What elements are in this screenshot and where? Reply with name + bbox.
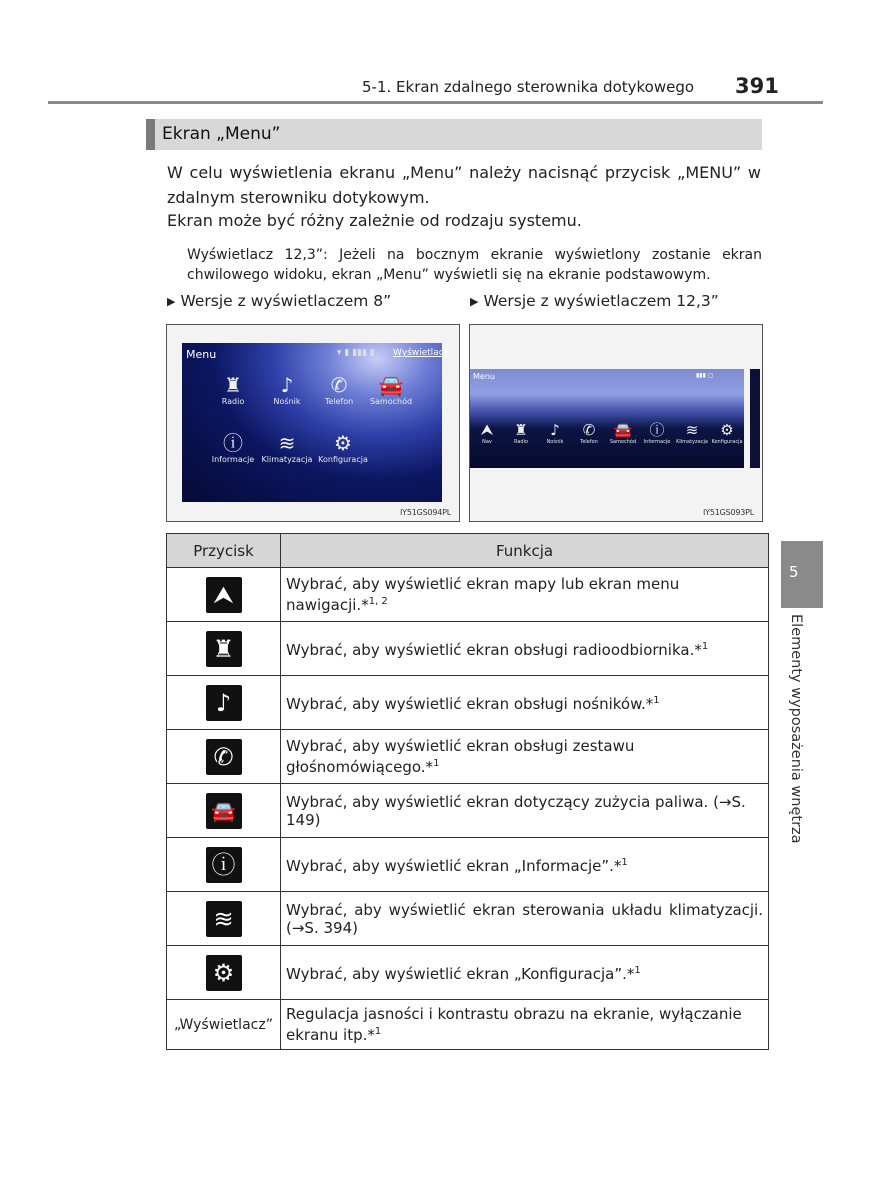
radio-tower-icon: ♜: [514, 421, 528, 439]
music-note-icon: ♪: [280, 373, 294, 397]
menu-item-info[interactable]: ⓘ Informacje: [208, 431, 258, 464]
table-row: ♪ Wybrać, aby wyświetlić ekran obsługi nośników.*$^1$: [167, 676, 769, 730]
screen-8: [182, 343, 449, 502]
phone-icon: ✆: [582, 421, 596, 439]
column-header-function: Funkcja: [281, 534, 769, 568]
button-function-table: [166, 533, 769, 1050]
phone-icon: ✆: [206, 739, 242, 775]
radio-tower-icon: ♜: [224, 373, 242, 397]
navigation-icon: ⮝: [206, 577, 242, 613]
section-title: Ekran „Menu”: [162, 124, 281, 144]
table-header-row: [167, 534, 769, 568]
image-code-8: IY51GS094PL: [400, 508, 452, 517]
info-icon: ⓘ: [206, 847, 242, 883]
screen-12: [470, 369, 744, 468]
menu-item-phone[interactable]: ✆ Telefon: [574, 421, 604, 445]
side-screen-strip: [750, 369, 760, 468]
nav-icon: ⮝: [480, 421, 494, 439]
menu-item-nav[interactable]: ⮝ Nav: [472, 421, 502, 445]
phone-icon: ✆: [330, 373, 348, 397]
display-button-label: „Wyświetlacz”: [167, 1000, 281, 1050]
menu-item-car[interactable]: 🚘 Samochód: [609, 421, 637, 445]
menu-item-radio[interactable]: ♜ Radio: [208, 373, 258, 406]
music-note-icon: ♪: [206, 685, 242, 721]
image-code-12: IY51GS093PL: [703, 508, 755, 517]
car-icon: 🚘: [206, 793, 242, 829]
car-icon: 🚘: [613, 421, 633, 439]
table-row: ⓘ Wybrać, aby wyświetlić ekran „Informacje”.*$^1$: [167, 838, 769, 892]
intro-paragraph: W celu wyświetlenia ekranu „Menu” należy nacisnąć przycisk „MENU” w zdalnym sterowniku dotykowym.: [167, 163, 761, 207]
menu-item-media[interactable]: ♪ Nośnik: [540, 421, 570, 445]
info-icon: ⓘ: [223, 431, 243, 455]
header-section: 5-1. Ekran zdalnego sterownika dotykowego: [362, 78, 695, 96]
menu-item-settings[interactable]: ⚙ Konfiguracja: [711, 421, 743, 445]
version-8-label: ▶ Wersje z wyświetlaczem 8”: [167, 292, 392, 310]
table-row: 🚘 Wybrać, aby wyświetlić ekran dotyczący zużycia paliwa. (→S. 149): [167, 784, 769, 838]
column-header-button: Przycisk: [167, 534, 281, 568]
table-row: ✆ Wybrać, aby wyświetlić ekran obsługi zestawu głośnomówiącego.*$^1$: [167, 730, 769, 784]
triangle-icon: ▶: [167, 295, 176, 308]
car-icon: 🚘: [378, 373, 404, 397]
section-accent: [146, 119, 155, 150]
settings-icon: ⚙: [334, 431, 352, 455]
display-button[interactable]: Wyświetlacz: [393, 348, 449, 358]
menu-item-info[interactable]: ⓘ Informacje: [643, 421, 671, 445]
triangle-icon: ▶: [470, 295, 479, 308]
menu-item-radio[interactable]: ♜ Radio: [506, 421, 536, 445]
header-rule: [48, 101, 823, 104]
settings-icon: ⚙: [206, 955, 242, 991]
page-number: 391: [735, 74, 779, 98]
table-row: ⮝ Wybrać, aby wyświetlić ekran mapy lub ekran menu nawigacji.*$^{1, 2}$: [167, 568, 769, 622]
version-12-label: ▶ Wersje z wyświetlaczem 12,3”: [470, 292, 719, 310]
table-row: ⚙ Wybrać, aby wyświetlić ekran „Konfiguracja”.*$^1$: [167, 946, 769, 1000]
intro-paragraph-2: Ekran może być różny zależnie od rodzaju systemu.: [167, 211, 582, 230]
menu-item-media[interactable]: ♪ Nośnik: [262, 373, 312, 406]
screen-title: Menu: [186, 348, 217, 361]
menu-item-climate[interactable]: ≋ Klimatyzacja: [676, 421, 708, 445]
radio-tower-icon: ♜: [206, 631, 242, 667]
chapter-label: Elementy wyposażenia wnętrza: [788, 614, 804, 844]
chapter-tab: 5: [781, 541, 823, 608]
screen-title: Menu: [473, 372, 495, 381]
settings-icon: ⚙: [720, 421, 734, 439]
menu-item-climate[interactable]: ≋ Klimatyzacja: [258, 431, 316, 464]
table-row: ≋ Wybrać, aby wyświetlić ekran sterowania układu klimatyzacji. (→S. 394): [167, 892, 769, 946]
menu-item-car[interactable]: 🚘 Samochód: [366, 373, 416, 406]
menu-item-phone[interactable]: ✆ Telefon: [314, 373, 364, 406]
climate-icon: ≋: [278, 431, 296, 455]
music-note-icon: ♪: [550, 421, 560, 439]
table-row: ♜ Wybrać, aby wyświetlić ekran obsługi radioodbiornika.*$^1$: [167, 622, 769, 676]
climate-icon: ≋: [685, 421, 699, 439]
menu-item-settings[interactable]: ⚙ Konfiguracja: [314, 431, 372, 464]
table-row: „Wyświetlacz” Regulacja jasności i kontrastu obrazu na ekranie, wyłączanie ekranu itp.*$^1$: [167, 1000, 769, 1050]
climate-icon: ≋: [206, 901, 242, 937]
signal-icon: ▮▮▮ ▢: [696, 372, 714, 379]
info-icon: ⓘ: [649, 421, 665, 439]
note-paragraph: Wyświetlacz 12,3”: Jeżeli na bocznym ekranie wyświetlony zostanie ekran chwilowego widoku, ekran „Menu” wyświetli się na ekranie podstawowym.: [187, 247, 762, 283]
signal-icon: ▾ ▮ ▮▮▮ ▮: [337, 348, 375, 358]
